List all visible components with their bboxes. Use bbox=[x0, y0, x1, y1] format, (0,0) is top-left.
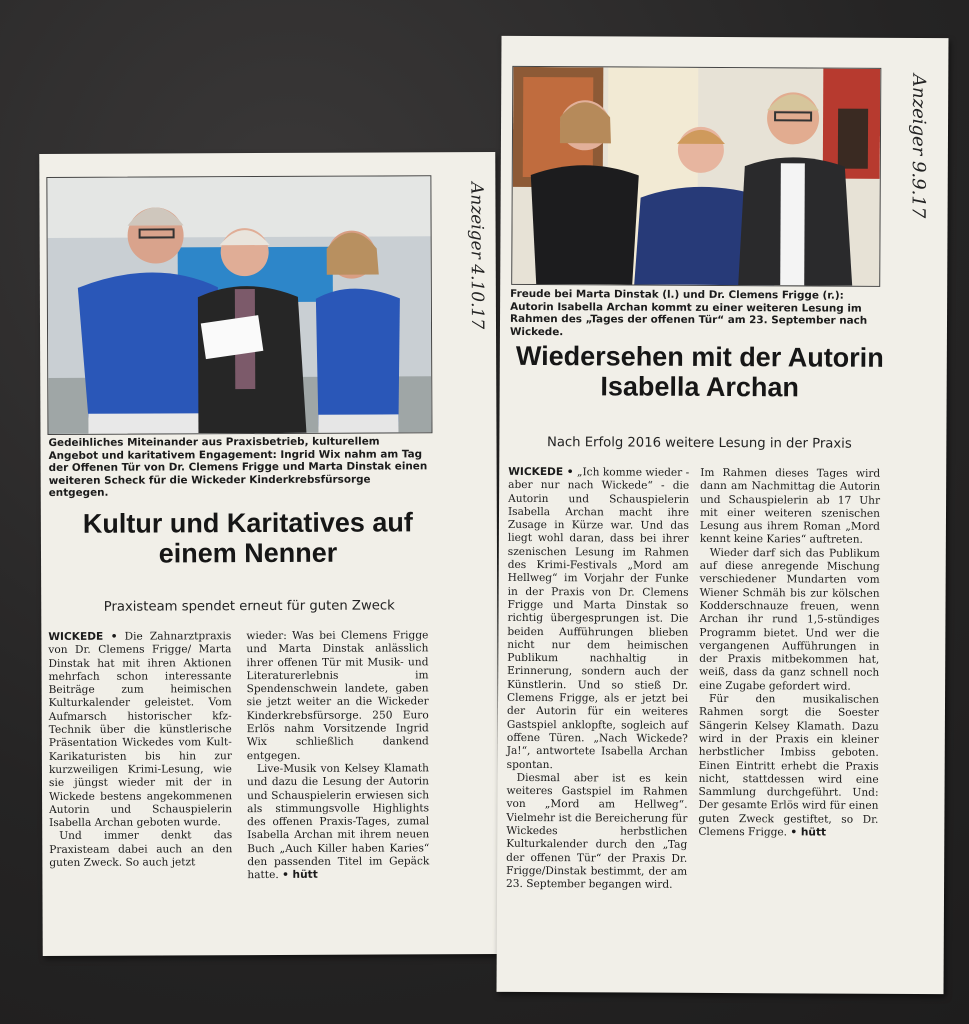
left-photo-caption: Gedeihliches Miteinander aus Praxisbetrieb, kulturellem Angebot und karitativem Engagement: Ingrid Wix nahm am Tag der Offenen Tür von Dr. Clemens Frigge und Marta Dinstak einen weiteren Scheck für die Wickeder Kinderkrebsfürsorge entgegen. bbox=[48, 435, 428, 500]
left-col2-paragraph-2 bbox=[247, 762, 430, 882]
right-dateline: WICKEDE • bbox=[508, 465, 574, 479]
left-col2-paragraph-1: wieder: Was bei Clemens Frigge und Marta Dinstak anlässlich ihrer offenen Tür mit Musik- und Literaturerlebnis im Spendenschwein landete, gaben sie jetzt weiter an die Wickeder Kinderkrebsfürsorge. 250 Euro Erlös nahm Vorsitzende Ingrid Wix schließlich dankend entgegen. bbox=[246, 629, 429, 762]
left-headline: Kultur und Karitatives auf einem Nenner bbox=[82, 507, 413, 569]
right-photo-illustration bbox=[512, 67, 880, 286]
left-col2-p2-text: Live-Musik von Kelsey Klamath und dazu die Lesung der Autorin und Schauspielerin erwiesen sich als stimmungsvolle Highlights des offenen Praxis-Tages, zumal Isabella Archan mit ihrem neuen Buch „Auch Killer haben Karies“ den passenden Titel im Gepäck hatte. bbox=[246, 762, 430, 882]
left-newspaper-clipping bbox=[39, 152, 498, 956]
right-col1-paragraph-2: Diesmal aber ist es kein weiteres Gastspiel im Rahmen von „Mord am Hellweg“. Vielmehr ist die Bereicherung für Wickedes herbstlichen Kulturkalender durch den „Tag der offenen Tür“ der Praxis Dr. Frigge/Dinstak bestimmt, der am 23. September begangen wird. bbox=[506, 771, 688, 891]
left-col1-paragraph-2: Und immer denkt das Praxisteam dabei auch an den guten Zweck. So auch jetzt bbox=[49, 829, 233, 870]
right-col2-p3-text: Für den musikalischen Rahmen sorgt die Soester Sängerin Kelsey Klamath. Dazu wird in der Praxis ein kleiner herbstlicher Imbiss geboten. Einen Eintritt erhebt die Praxis nicht, stattdessen wird eine Sammlung durchgeführt. Und: Der gesamte Erlös wird für einen guten Zweck gestiftet, so Dr. Clemens Frigge. bbox=[698, 692, 880, 839]
right-col2-paragraph-2: Wieder darf sich das Publikum auf diese anregende Mischung verschiedener Mundarten vom Wiener Schmäh bis zur kölschen Kodderschnauze freuen, wenn Archan ihr rund 1,5-stündiges Programm bietet. Und wer die vergangenen Aufführungen in der Praxis mitbekommen hat, weiß, dass da ganz schnell noch eine Zugabe gefordert wird. bbox=[699, 546, 880, 693]
right-photo-authors bbox=[511, 66, 881, 287]
right-handwritten-date: Anzeiger 9.9.17 bbox=[907, 73, 930, 219]
right-subheadline: Nach Erfolg 2016 weitere Lesung in der Praxis bbox=[546, 435, 852, 452]
right-photo-caption: Freude bei Marta Dinstak (l.) und Dr. Clemens Frigge (r.): Autorin Isabella Archan kommt zu einer weiteren Lesung im Rahmen des „Tages der offenen Tür“ am 23. September nach Wickede. bbox=[509, 287, 868, 338]
left-article-column-1 bbox=[48, 630, 232, 870]
right-col2-paragraph-1: Im Rahmen dieses Tages wird dann am Nachmittag die Autorin und Schauspielerin ab 17 Uhr mit einer weiteren szenischen Lesung aus ihrem Roman „Mord kennt keine Karies“ auftreten. bbox=[699, 466, 881, 547]
left-handwritten-date: Anzeiger 4.10.17 bbox=[466, 182, 488, 330]
right-article-column-1 bbox=[506, 466, 689, 892]
right-article-column-2 bbox=[698, 467, 880, 840]
left-col1-paragraph-1 bbox=[48, 630, 232, 830]
right-col2-paragraph-3 bbox=[698, 693, 879, 840]
right-col1-paragraph-1 bbox=[507, 466, 690, 773]
left-photo-donation bbox=[46, 175, 432, 435]
right-newspaper-clipping bbox=[497, 36, 949, 994]
left-dateline: WICKEDE • bbox=[48, 630, 118, 643]
left-photo-illustration bbox=[47, 176, 431, 434]
left-author-signature: • hütt bbox=[282, 869, 318, 882]
left-col1-p1-text: Die Zahnarztpraxis von Dr. Clemens Frigge/ Marta Dinstak hat mit ihren Aktionen mehrfach schon interessante Beiträge zum heimischen Kulturkalender geleistet. Vom Aufmarsch historischer kfz-Technik über die künstlerische Präsentation Wickedes vom Kult-Karikaturisten bis hin zur kurzweiligen Krimi-Lesung, wie sie jüngst wieder mit der in Wickede bestens angekommenen Autorin und Schauspielerin Isabella Archan geboten wurde. bbox=[48, 630, 233, 830]
right-author-signature: • hütt bbox=[790, 826, 827, 839]
left-article-column-2 bbox=[246, 629, 429, 882]
right-headline: Wiedersehen mit der Autorin Isabella Archan bbox=[515, 340, 884, 403]
left-subheadline: Praxisteam spendet erneut für guten Zweck bbox=[103, 598, 395, 615]
right-col1-p1-text: „Ich komme wieder - aber nur nach Wickede“ - die Autorin und Schauspielerin Isabella Archan macht ihre Zusage in Kürze war. Und das liegt wohl daran, dass bei ihrer szenischen Lesung im Rahmen des Krimi-Festivals „Mord am Hellweg“ im Vorjahr der Funke in der Praxis von Dr. Clemens Frigge und Marta Dinstak so richtig übergesprungen ist. Die beiden Aufführungen blieben nicht nur dem heimischen Publikum nachhaltig in Erinnerung, sondern auch der Künstlerin. Und so stieß Dr. Clemens Frigge, als er jetzt bei der Autorin für ein weiteres Gastspiel anklopfte, sogleich auf offene Türen. „Nach Wickede? Ja!“, antwortete Isabella Archan spontan. bbox=[506, 466, 690, 771]
